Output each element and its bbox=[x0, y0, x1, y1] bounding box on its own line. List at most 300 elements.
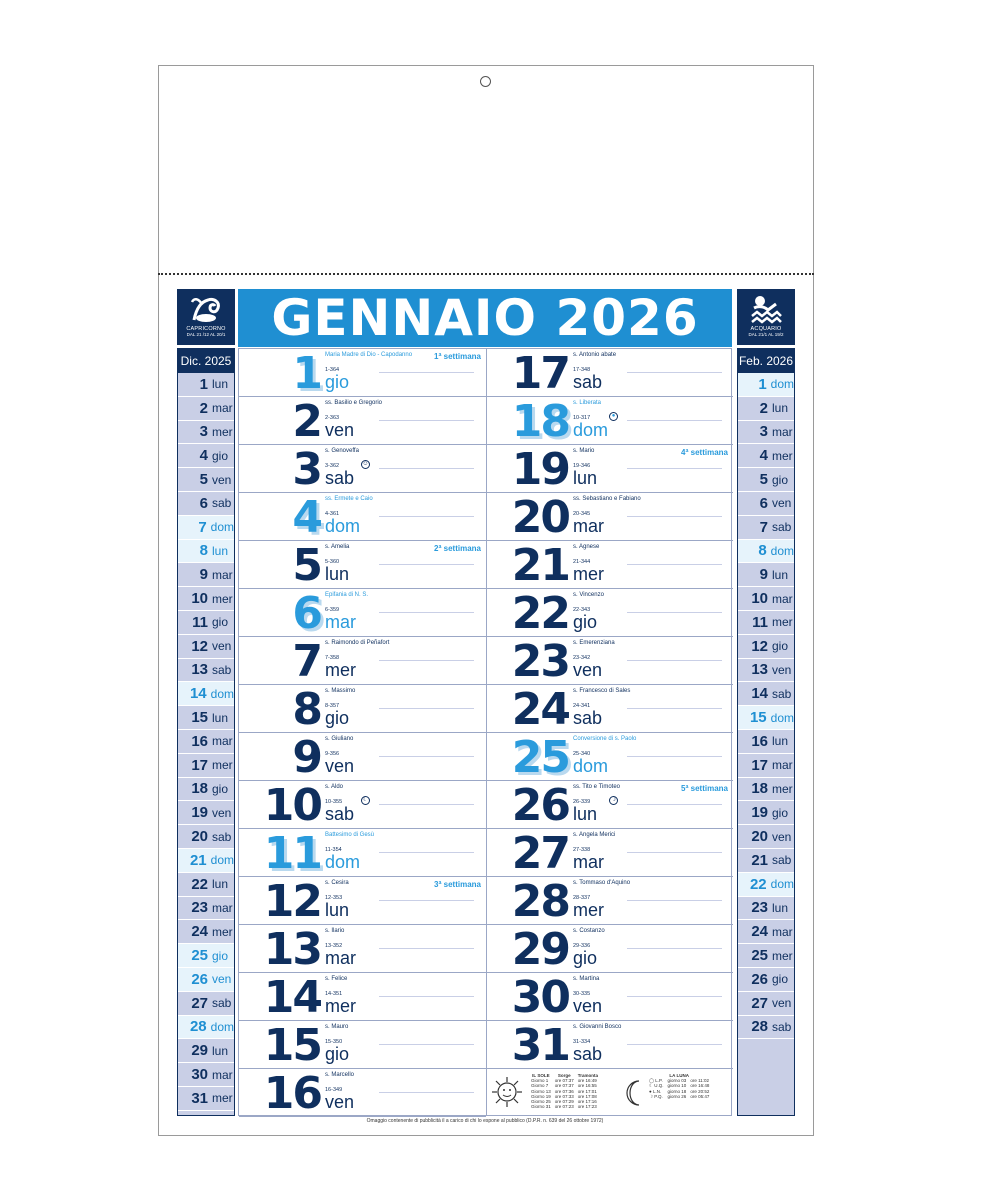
sunrise-time: ore 07:36 bbox=[554, 1088, 574, 1094]
weekday: lun bbox=[212, 710, 229, 725]
saint-name: s. Angela Merici bbox=[573, 832, 616, 838]
weekday-name: gio bbox=[325, 372, 350, 392]
day-row bbox=[239, 349, 486, 397]
saint-name: s. Giuliano bbox=[325, 736, 354, 742]
moon-time: ore 20:52 bbox=[690, 1088, 710, 1094]
weekday: sab bbox=[212, 996, 232, 1011]
weekday-name: ven bbox=[573, 660, 603, 680]
day-row bbox=[239, 445, 486, 493]
day-number: 3 bbox=[199, 423, 208, 441]
day-progressive: 24-341 bbox=[573, 703, 591, 709]
day-number: 5 bbox=[199, 471, 208, 489]
next-month-day bbox=[738, 587, 794, 611]
day-progressive: 9-356 bbox=[325, 751, 340, 757]
saint-name: s. Giovanni Bosco bbox=[573, 1024, 622, 1030]
next-month-day bbox=[738, 873, 794, 897]
day-progressive: 19-346 bbox=[573, 463, 591, 469]
week-label: 4ª settimana bbox=[681, 448, 728, 457]
next-month-day bbox=[738, 611, 794, 635]
next-month-day bbox=[738, 563, 794, 587]
day-number: 13 bbox=[191, 661, 208, 679]
day-number: 18 bbox=[511, 396, 569, 447]
notes-line bbox=[379, 516, 474, 517]
notes-line bbox=[627, 372, 722, 373]
day-number: 20 bbox=[511, 492, 569, 543]
week-label: 5ª settimana bbox=[681, 784, 728, 793]
notes-line bbox=[627, 1044, 722, 1045]
weekday-name: ven bbox=[573, 996, 603, 1016]
prev-month-day bbox=[178, 682, 234, 706]
day-progressive: 27-338 bbox=[573, 847, 591, 853]
day-progressive: 5-360 bbox=[325, 559, 340, 565]
prev-month-day bbox=[178, 1039, 234, 1063]
sunrise-time: ore 07:37 bbox=[554, 1083, 574, 1089]
prev-month-day bbox=[178, 873, 234, 897]
day-row bbox=[239, 589, 486, 637]
weekday: dom bbox=[770, 877, 794, 892]
weekday: dom bbox=[770, 377, 794, 392]
day-progressive: 8-357 bbox=[325, 703, 340, 709]
notes-line bbox=[627, 468, 722, 469]
weekday-name: mer bbox=[325, 660, 356, 680]
day-row bbox=[239, 685, 486, 733]
day-number: 22 bbox=[749, 875, 767, 893]
day-number: 23 bbox=[511, 636, 569, 687]
notes-line bbox=[379, 756, 474, 757]
notes-line bbox=[379, 900, 474, 901]
day-number: 29 bbox=[511, 924, 569, 975]
next-month-day bbox=[738, 682, 794, 706]
weekday: dom bbox=[770, 543, 794, 558]
day-number: 2 bbox=[292, 396, 321, 447]
weekday-name: lun bbox=[573, 804, 598, 824]
day-number: 14 bbox=[751, 685, 768, 703]
saint-name: s. Raimondo di Peñafort bbox=[325, 640, 390, 646]
notes-line bbox=[379, 708, 474, 709]
weekday: gio bbox=[772, 972, 789, 987]
previous-month-title: Dic. 2025 bbox=[178, 349, 234, 373]
day-number: 4 bbox=[759, 447, 768, 465]
prev-month-day bbox=[178, 968, 234, 992]
notes-line bbox=[627, 660, 722, 661]
day-row bbox=[239, 637, 486, 685]
day-number: 30 bbox=[511, 972, 569, 1023]
next-month-day bbox=[738, 897, 794, 921]
weekday: mer bbox=[212, 758, 233, 773]
day-number: 12 bbox=[191, 637, 208, 655]
sunset-time: ore 17:16 bbox=[577, 1099, 597, 1105]
next-month-day bbox=[738, 540, 794, 564]
day-number: 7 bbox=[198, 518, 207, 536]
moon-phase-icon: ☽ bbox=[610, 797, 617, 803]
weekday: mar bbox=[212, 401, 233, 416]
day-number: 10 bbox=[191, 590, 208, 608]
next-month-day bbox=[738, 992, 794, 1016]
day-number: 2 bbox=[199, 399, 208, 417]
footer-note: Omaggio contenente di pubblicità il a carico di chi lo espone al pubblico (D.P.R. n. 639 del 26 ottobre 1972) bbox=[366, 1118, 604, 1124]
day-progressive: 11-354 bbox=[325, 847, 342, 853]
moon-phase-icon: ☾ bbox=[362, 797, 369, 803]
day-number: 27 bbox=[511, 828, 569, 879]
day-progressive: 2-363 bbox=[325, 415, 340, 421]
next-month-day bbox=[738, 1016, 794, 1040]
day-row bbox=[239, 1069, 486, 1117]
prev-month-day bbox=[178, 992, 234, 1016]
weekday: ven bbox=[212, 639, 232, 654]
month-name: GENNAIO bbox=[271, 289, 538, 347]
days-column-right bbox=[486, 349, 733, 1115]
day-number: 13 bbox=[263, 924, 321, 975]
notes-line bbox=[379, 1092, 474, 1093]
weekday: ven bbox=[772, 996, 792, 1011]
day-number: 27 bbox=[191, 994, 208, 1012]
prev-month-day bbox=[178, 563, 234, 587]
day-number: 6 bbox=[199, 494, 208, 512]
day-number: 12 bbox=[751, 637, 768, 655]
day-row bbox=[239, 541, 486, 589]
sunset-header: Tramonta bbox=[577, 1073, 599, 1078]
saint-name: s. Felice bbox=[325, 976, 348, 982]
prev-month-day bbox=[178, 944, 234, 968]
sun-moon-info bbox=[487, 1069, 733, 1117]
saint-name: Battesimo di Gesù bbox=[325, 832, 375, 838]
next-month-day bbox=[738, 373, 794, 397]
day-number: 15 bbox=[749, 709, 767, 727]
day-progressive: 21-344 bbox=[573, 559, 591, 565]
day-number: 4 bbox=[199, 447, 208, 465]
notes-line bbox=[379, 1044, 474, 1045]
weekday: sab bbox=[212, 496, 232, 511]
notes-line bbox=[627, 996, 722, 997]
moon-phase: ◯ L.P. bbox=[649, 1078, 663, 1084]
weekday-name: mar bbox=[325, 948, 356, 968]
sun-day: Giorno 19 bbox=[531, 1093, 551, 1099]
weekday: mer bbox=[212, 924, 233, 939]
day-number: 16 bbox=[263, 1068, 321, 1119]
day-number: 29 bbox=[191, 1042, 208, 1060]
day-number: 8 bbox=[758, 542, 767, 560]
moon-day: giorno 10 bbox=[667, 1083, 687, 1089]
weekday-name: ven bbox=[325, 420, 355, 440]
saint-name: s. Tommaso d'Aquino bbox=[573, 880, 631, 886]
saint-name: s. Martina bbox=[573, 976, 600, 982]
weekday: dom bbox=[770, 710, 794, 725]
day-number: 12 bbox=[263, 876, 321, 927]
day-number: 17 bbox=[191, 756, 208, 774]
day-number: 3 bbox=[292, 444, 321, 495]
day-number: 18 bbox=[751, 780, 768, 798]
next-month-day bbox=[738, 492, 794, 516]
weekday: sab bbox=[212, 829, 232, 844]
day-number: 13 bbox=[751, 661, 768, 679]
sunset-time: ore 17:23 bbox=[577, 1104, 597, 1110]
prev-month-day bbox=[178, 421, 234, 445]
prev-month-day bbox=[178, 373, 234, 397]
notes-line bbox=[627, 900, 722, 901]
moon-title: LA LUNA bbox=[669, 1073, 689, 1078]
day-number: 10 bbox=[263, 780, 321, 831]
day-number: 16 bbox=[191, 732, 208, 750]
moon-time: ore 05:47 bbox=[690, 1093, 710, 1099]
next-month-day bbox=[738, 801, 794, 825]
day-number: 19 bbox=[191, 804, 208, 822]
prev-month-day bbox=[178, 635, 234, 659]
saint-name: Maria Madre di Dio - Capodanno bbox=[325, 352, 413, 358]
weekday-name: sab bbox=[325, 468, 355, 488]
moon-phase: ☾ U.Q. bbox=[649, 1083, 664, 1089]
weekday-name: gio bbox=[573, 948, 598, 968]
next-month-day bbox=[738, 944, 794, 968]
zodiac-right-name: ACQUARIO bbox=[750, 326, 782, 332]
sun-day: Giorno 31 bbox=[531, 1104, 551, 1110]
weekday: dom bbox=[210, 520, 234, 535]
notes-line bbox=[627, 516, 722, 517]
day-number: 21 bbox=[751, 851, 768, 869]
prev-month-day bbox=[178, 516, 234, 540]
day-progressive: 30-335 bbox=[573, 991, 591, 997]
day-row bbox=[239, 829, 486, 877]
day-number: 25 bbox=[751, 947, 768, 965]
day-row bbox=[487, 829, 733, 877]
sunset-time: ore 16:55 bbox=[577, 1083, 597, 1089]
day-number: 21 bbox=[511, 540, 569, 591]
saint-name: ss. Tito e Timoteo bbox=[573, 784, 621, 790]
weekday: lun bbox=[212, 543, 229, 558]
prev-month-day bbox=[178, 730, 234, 754]
weekday-name: mer bbox=[573, 564, 604, 584]
prev-month-day bbox=[178, 706, 234, 730]
day-number: 20 bbox=[751, 828, 768, 846]
day-row bbox=[487, 925, 733, 973]
day-number: 19 bbox=[751, 804, 768, 822]
next-month-day bbox=[738, 659, 794, 683]
moon-phase: ● L.N. bbox=[649, 1088, 662, 1094]
prev-month-day bbox=[178, 897, 234, 921]
moon-day: giorno 03 bbox=[667, 1078, 687, 1084]
day-number: 26 bbox=[751, 970, 768, 988]
weekday: lun bbox=[212, 877, 229, 892]
moon-day: giorno 26 bbox=[667, 1093, 687, 1099]
weekday-name: lun bbox=[573, 468, 598, 488]
weekday-name: ven bbox=[325, 1092, 355, 1112]
day-progressive: 10-317 bbox=[573, 415, 591, 421]
notes-line bbox=[379, 948, 474, 949]
week-label: 2ª settimana bbox=[434, 544, 481, 553]
weekday-name: mar bbox=[573, 516, 604, 536]
weekday: dom bbox=[210, 1019, 234, 1034]
year: 2026 bbox=[555, 289, 699, 347]
day-number: 17 bbox=[511, 348, 569, 399]
weekday: lun bbox=[772, 900, 789, 915]
weekday: sab bbox=[772, 1019, 792, 1034]
sunrise-time: ore 07:23 bbox=[554, 1104, 574, 1110]
day-number: 24 bbox=[751, 923, 768, 941]
weekday-name: sab bbox=[573, 372, 603, 392]
weekday: lun bbox=[212, 377, 229, 392]
days-column-left bbox=[239, 348, 486, 1119]
day-number: 6 bbox=[292, 588, 321, 639]
weekday: dom bbox=[210, 853, 234, 868]
day-progressive: 26-339 bbox=[573, 799, 591, 805]
prev-month-day bbox=[178, 849, 234, 873]
moon-time: ore 16:48 bbox=[690, 1083, 710, 1089]
weekday: mer bbox=[772, 448, 793, 463]
day-number: 8 bbox=[292, 684, 321, 735]
weekday-name: dom bbox=[573, 420, 609, 440]
next-month-day bbox=[738, 635, 794, 659]
notes-line bbox=[627, 420, 722, 421]
notes-line bbox=[627, 612, 722, 613]
day-progressive: 31-334 bbox=[573, 1039, 591, 1045]
notes-line bbox=[379, 564, 474, 565]
saint-name: s. Genoveffa bbox=[325, 448, 359, 454]
day-row bbox=[239, 925, 486, 973]
weekday: mer bbox=[212, 591, 233, 606]
day-progressive: 29-336 bbox=[573, 943, 591, 949]
day-row bbox=[487, 1021, 733, 1069]
saint-name: s. Mario bbox=[573, 448, 595, 454]
saint-name: s. Francesco di Sales bbox=[573, 688, 631, 694]
sun-day: Giorno 1 bbox=[531, 1078, 549, 1084]
day-progressive: 12-353 bbox=[325, 895, 343, 901]
weekday: mer bbox=[772, 781, 793, 796]
weekday-name: mer bbox=[325, 996, 356, 1016]
day-number: 11 bbox=[263, 828, 321, 879]
day-row bbox=[239, 973, 486, 1021]
day-number: 28 bbox=[511, 876, 569, 927]
prev-month-day bbox=[178, 492, 234, 516]
weekday: mer bbox=[772, 615, 793, 630]
day-progressive: 25-340 bbox=[573, 751, 591, 757]
prev-month-day bbox=[178, 1087, 234, 1111]
week-label: 3ª settimana bbox=[434, 880, 481, 889]
weekday-name: gio bbox=[325, 708, 350, 728]
day-number: 7 bbox=[759, 518, 768, 536]
day-row bbox=[487, 589, 733, 637]
sun-row bbox=[529, 1083, 600, 1088]
next-month-day bbox=[738, 516, 794, 540]
day-number: 9 bbox=[199, 566, 208, 584]
prev-month-day bbox=[178, 778, 234, 802]
day-row bbox=[487, 637, 733, 685]
sunset-time: ore 17:08 bbox=[577, 1093, 597, 1099]
weekday: gio bbox=[772, 805, 789, 820]
weekday-name: sab bbox=[573, 708, 603, 728]
day-number: 25 bbox=[511, 732, 569, 783]
zodiac-left-name: CAPRICORNO bbox=[186, 326, 226, 332]
notes-line bbox=[379, 612, 474, 613]
day-progressive: 15-350 bbox=[325, 1039, 343, 1045]
notes-line bbox=[627, 804, 722, 805]
day-number: 23 bbox=[751, 899, 768, 917]
day-number: 19 bbox=[511, 444, 569, 495]
notes-line bbox=[379, 804, 474, 805]
day-row bbox=[487, 445, 733, 493]
day-row bbox=[487, 349, 733, 397]
day-number: 15 bbox=[263, 1020, 321, 1071]
weekday: mar bbox=[772, 924, 793, 939]
day-number: 5 bbox=[292, 540, 321, 591]
day-number: 22 bbox=[191, 875, 208, 893]
day-number: 20 bbox=[191, 828, 208, 846]
sun-day: Giorno 7 bbox=[531, 1083, 549, 1089]
next-month-day bbox=[738, 444, 794, 468]
prev-month-day bbox=[178, 611, 234, 635]
prev-month-day bbox=[178, 468, 234, 492]
saint-name: s. Cesira bbox=[325, 880, 349, 886]
weekday: gio bbox=[212, 948, 229, 963]
sunset-time: ore 17:01 bbox=[577, 1088, 597, 1094]
moon-phase-icon: ● bbox=[609, 412, 618, 421]
weekday-name: sab bbox=[573, 1044, 603, 1064]
next-month-day bbox=[738, 825, 794, 849]
moon-day: giorno 18 bbox=[667, 1088, 687, 1094]
saint-name: s. Liberata bbox=[573, 400, 602, 406]
weekday: mar bbox=[212, 567, 233, 582]
notes-line bbox=[627, 564, 722, 565]
saint-name: s. Massimo bbox=[325, 688, 356, 694]
day-number: 23 bbox=[191, 899, 208, 917]
saint-name: ss. Sebastiano e Fabiano bbox=[573, 496, 641, 502]
weekday: sab bbox=[772, 686, 792, 701]
weekday: mar bbox=[212, 734, 233, 749]
weekday-name: gio bbox=[325, 1044, 350, 1064]
sun-day: Giorno 25 bbox=[531, 1099, 551, 1105]
saint-name: ss. Basilio e Gregorio bbox=[325, 400, 383, 406]
weekday: gio bbox=[772, 639, 789, 654]
weekday: mar bbox=[772, 424, 793, 439]
moon-phase-icon: ☺ bbox=[362, 461, 369, 467]
day-number: 7 bbox=[292, 636, 321, 687]
sunrise-header: Sorge bbox=[557, 1073, 571, 1078]
weekday: sab bbox=[772, 853, 792, 868]
day-progressive: 10-355 bbox=[325, 799, 343, 805]
day-progressive: 14-351 bbox=[325, 991, 343, 997]
day-number: 1 bbox=[292, 348, 321, 399]
day-row bbox=[239, 733, 486, 781]
day-number: 17 bbox=[751, 756, 768, 774]
weekday: lun bbox=[212, 1043, 229, 1058]
weekday: ven bbox=[772, 496, 792, 511]
sun-day: Giorno 13 bbox=[531, 1088, 551, 1094]
day-number: 6 bbox=[759, 494, 768, 512]
moon-row bbox=[647, 1094, 711, 1099]
day-progressive: 20-345 bbox=[573, 511, 591, 517]
day-row bbox=[487, 493, 733, 541]
day-row bbox=[487, 685, 733, 733]
day-number: 15 bbox=[191, 709, 208, 727]
sunset-time: ore 16:49 bbox=[577, 1078, 597, 1084]
moon-row bbox=[647, 1083, 711, 1088]
day-number: 11 bbox=[752, 613, 768, 631]
moon-icon bbox=[625, 1079, 645, 1107]
day-number: 4 bbox=[292, 492, 321, 543]
weekday-name: mer bbox=[573, 900, 604, 920]
day-progressive: 13-352 bbox=[325, 943, 343, 949]
zodiac-aquarius-box bbox=[737, 289, 795, 345]
saint-name: Conversione di s. Paolo bbox=[573, 736, 637, 742]
saint-name: s. Marcello bbox=[325, 1072, 355, 1078]
weekday: ven bbox=[772, 662, 792, 677]
week-label: 1ª settimana bbox=[434, 352, 481, 361]
day-number: 9 bbox=[759, 566, 768, 584]
aquarius-icon bbox=[748, 292, 784, 326]
saint-name: ss. Ermete e Caio bbox=[325, 496, 373, 502]
weekday-name: mar bbox=[325, 612, 356, 632]
day-number: 24 bbox=[511, 684, 569, 735]
next-month-day bbox=[738, 968, 794, 992]
weekday-name: lun bbox=[325, 900, 350, 920]
